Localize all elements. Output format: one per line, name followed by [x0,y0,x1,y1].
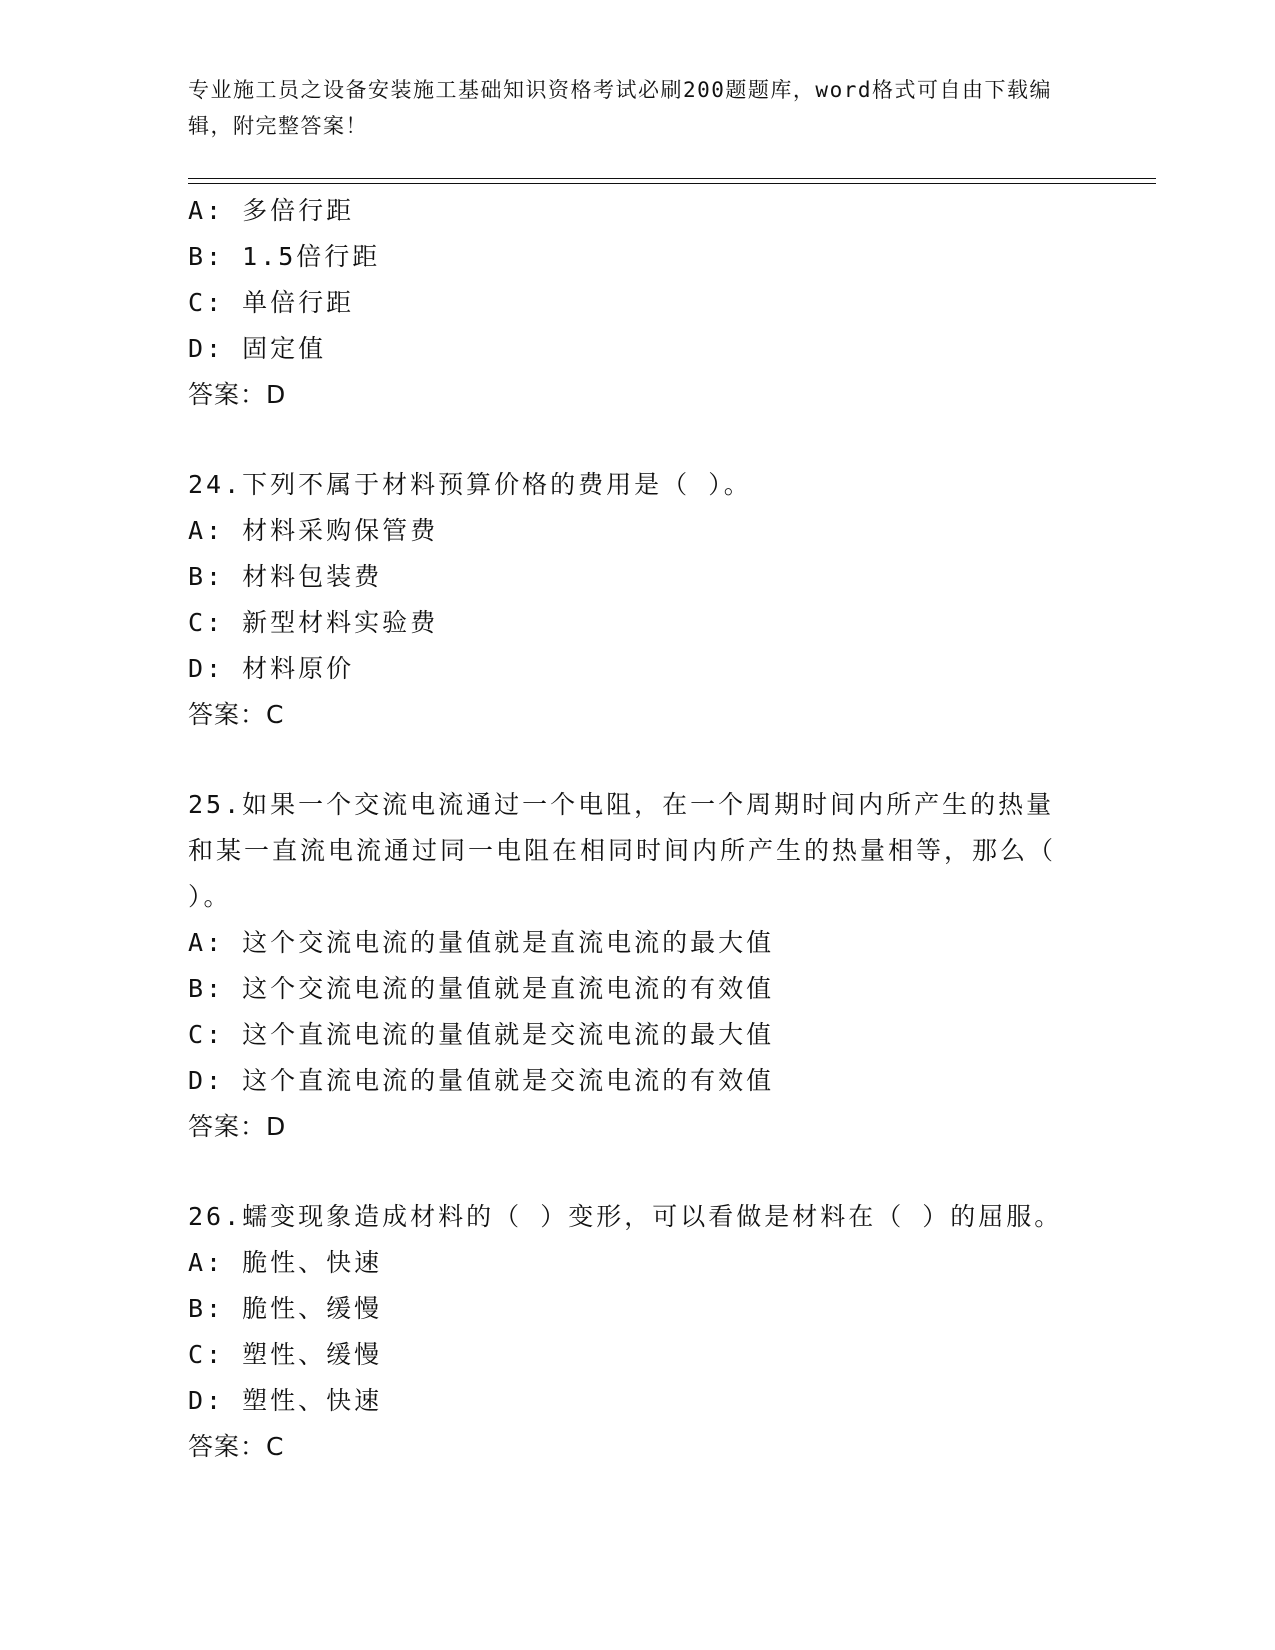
option-b: B: 脆性、缓慢 [188,1294,383,1323]
question-block-continued [188,188,1088,418]
option-c: C: 新型材料实验费 [188,608,439,637]
answer-line: 答案：D [188,1112,287,1141]
header-divider-top [188,178,1156,179]
option-d: D: 材料原价 [188,654,355,683]
option-b: B: 1.5倍行距 [188,242,381,271]
answer-line: 答案：C [188,1432,285,1461]
question-block [188,1194,1088,1470]
spacer [188,738,1088,782]
option-c: C: 单倍行距 [188,288,355,317]
option-a: A: 多倍行距 [188,196,355,225]
question-block [188,462,1088,738]
document-header: 专业施工员之设备安装施工基础知识资格考试必刷200题题库，word格式可自由下载编辑，附完整答案！ [188,78,1052,138]
option-d: D: 固定值 [188,334,327,363]
question-stem: 25.如果一个交流电流通过一个电阻，在一个周期时间内所产生的热量和某一直流电流通过同一电阻在相同时间内所产生的热量相等，那么（ ）。 [188,790,1057,911]
option-b: B: 这个交流电流的量值就是直流电流的有效值 [188,974,775,1003]
option-a: A: 这个交流电流的量值就是直流电流的最大值 [188,928,775,957]
question-stem: 26.蠕变现象造成材料的（ ）变形，可以看做是材料在（ ）的屈服。 [188,1202,1063,1231]
question-block [188,782,1088,1150]
option-d: D: 塑性、快速 [188,1386,383,1415]
option-d: D: 这个直流电流的量值就是交流电流的有效值 [188,1066,775,1095]
option-a: A: 材料采购保管费 [188,516,439,545]
question-stem: 24.下列不属于材料预算价格的费用是（ ）。 [188,470,752,499]
spacer [188,1150,1088,1194]
answer-line: 答案：C [188,700,285,729]
option-a: A: 脆性、快速 [188,1248,383,1277]
header-divider-bottom [188,183,1156,184]
answer-line: 答案：D [188,380,287,409]
question-list [188,188,1088,1470]
spacer [188,418,1088,462]
option-b: B: 材料包装费 [188,562,383,591]
option-c: C: 塑性、缓慢 [188,1340,383,1369]
option-c: C: 这个直流电流的量值就是交流电流的最大值 [188,1020,775,1049]
